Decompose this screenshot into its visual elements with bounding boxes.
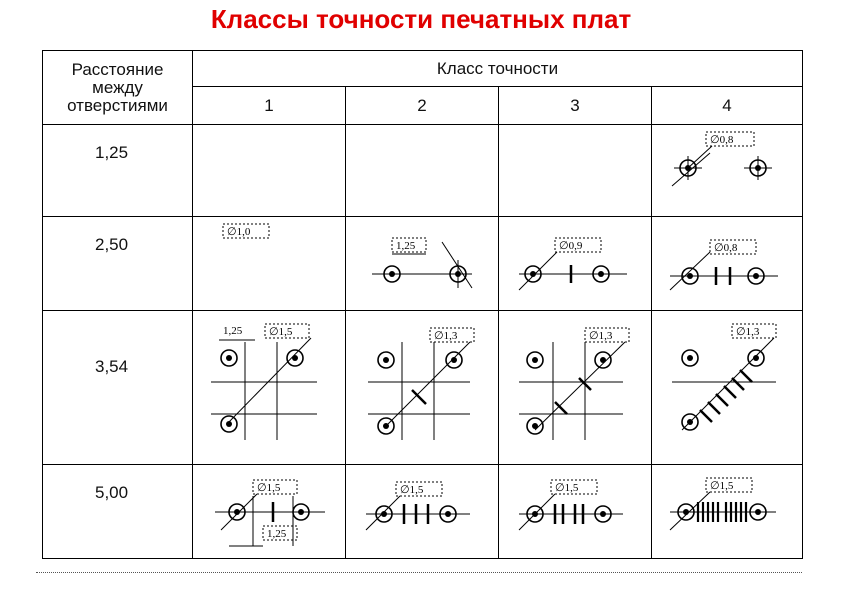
diameter-label: ∅1,5 [400, 483, 424, 496]
diameter-label: ∅1,5 [710, 479, 734, 492]
cell-1-25-class-3 [499, 125, 652, 217]
pad-diagram [652, 466, 802, 558]
row-label-5-00: 5,00 [43, 465, 193, 559]
diameter-label: ∅1,5 [555, 481, 579, 494]
diameter-label: ∅1,5 [269, 325, 293, 338]
dimension-label: 1,25 [223, 324, 243, 337]
cell-2-50-class-2 [346, 217, 499, 311]
diameter-label: ∅1,3 [434, 329, 458, 342]
dimension-label: 1,25 [396, 239, 416, 252]
cell-1-25-class-1 [193, 125, 346, 217]
pad-diagram [346, 218, 498, 310]
accuracy-class-table [42, 50, 803, 559]
diameter-label: ∅0,8 [714, 241, 738, 254]
pad-diagram [652, 218, 802, 310]
cell-5-00-class-4 [652, 465, 803, 559]
slide-title: Классы точности печатных плат [210, 4, 632, 34]
pad-diagram [346, 312, 498, 464]
diameter-label: ∅1,5 [257, 481, 281, 494]
pad-diagram [652, 312, 802, 464]
cell-3-54-class-3 [499, 311, 652, 465]
cell-5-00-class-2 [346, 465, 499, 559]
diameter-label: ∅0,9 [559, 239, 583, 252]
diameter-label: ∅1,3 [589, 329, 613, 342]
cell-2-50-class-1 [193, 217, 346, 311]
pad-diagram [193, 312, 345, 464]
class-header-3: 3 [499, 87, 652, 125]
diameter-label: ∅0,8 [710, 133, 734, 146]
cell-3-54-class-2 [346, 311, 499, 465]
cell-2-50-class-4 [652, 217, 803, 311]
pad-diagram [499, 218, 651, 310]
cell-2-50-class-3 [499, 217, 652, 311]
cell-1-25-class-4 [652, 125, 803, 217]
class-header-1: 1 [193, 87, 346, 125]
row-label-2-50: 2,50 [43, 217, 193, 311]
cell-1-25-class-2 [346, 125, 499, 217]
row-label-1-25: 1,25 [43, 125, 193, 217]
row-label-3-54: 3,54 [43, 311, 193, 465]
pad-diagram [193, 218, 345, 310]
pad-diagram [499, 466, 651, 558]
class-header-4: 4 [652, 87, 803, 125]
class-header-2: 2 [346, 87, 499, 125]
pad-diagram [652, 126, 802, 216]
diameter-label: ∅1,0 [227, 225, 251, 238]
cell-3-54-class-1 [193, 311, 346, 465]
accuracy-class-header: Класс точности [193, 51, 803, 87]
footer-divider [36, 572, 802, 573]
cell-5-00-class-1 [193, 465, 346, 559]
cell-3-54-class-4 [652, 311, 803, 465]
dimension-label: 1,25 [267, 527, 287, 540]
pad-diagram [346, 466, 498, 558]
cell-5-00-class-3 [499, 465, 652, 559]
pad-diagram [193, 466, 345, 558]
pad-diagram [499, 312, 651, 464]
spacing-column-header: Расстояние между отверстиями [43, 51, 193, 125]
diameter-label: ∅1,3 [736, 325, 760, 338]
